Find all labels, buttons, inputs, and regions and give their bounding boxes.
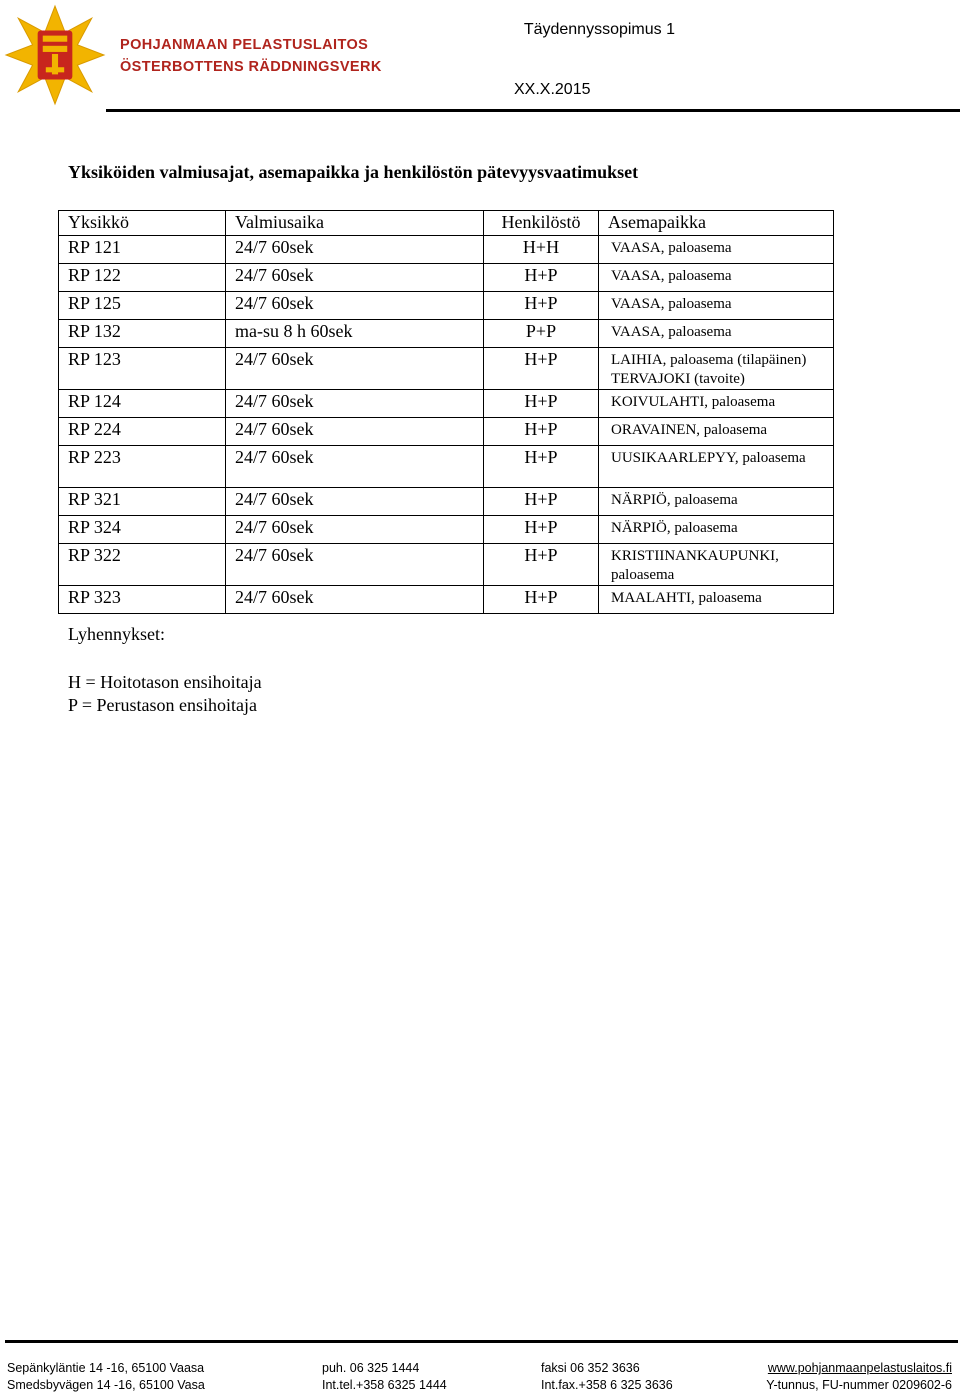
table-row (59, 586, 834, 614)
cell-station: NÄRPIÖ, paloasema (599, 516, 834, 544)
cell-readiness: ma-su 8 h 60sek (226, 320, 484, 348)
column-header-readiness: Valmiusaika (226, 211, 484, 236)
cell-readiness: 24/7 60sek (226, 418, 484, 446)
cell-readiness: 24/7 60sek (226, 390, 484, 418)
table-row (59, 446, 834, 488)
cell-staff: H+P (484, 264, 599, 292)
footer-fax-fi: faksi 06 352 3636 (541, 1361, 640, 1375)
footer-fax-sv: Int.fax.+358 6 325 3636 (541, 1378, 673, 1392)
table-row (59, 488, 834, 516)
org-name-sv: ÖSTERBOTTENS RÄDDNINGSVERK (120, 59, 382, 75)
table-row (59, 348, 834, 390)
cell-staff: H+P (484, 446, 599, 488)
cell-unit: RP 122 (59, 264, 226, 292)
cell-station: KRISTIINANKAUPUNKI, paloasema (599, 544, 834, 586)
document-title: Täydennyssopimus 1 (523, 21, 675, 38)
table-row (59, 292, 834, 320)
cell-station: VAASA, paloasema (599, 292, 834, 320)
org-name-fi: POHJANMAAN PELASTUSLAITOS (120, 37, 369, 53)
column-header-station: Asemapaikka (599, 211, 834, 236)
abbreviations-title: Lyhennykset: (68, 624, 165, 644)
footer-phone-fi: puh. 06 325 1444 (322, 1361, 420, 1375)
cell-readiness: 24/7 60sek (226, 516, 484, 544)
cell-unit: RP 323 (59, 586, 226, 614)
cell-station: KOIVULAHTI, paloasema (599, 390, 834, 418)
table-row (59, 516, 834, 544)
cell-staff: H+H (484, 236, 599, 264)
footer-divider (5, 1340, 958, 1343)
cell-readiness: 24/7 60sek (226, 544, 484, 586)
column-header-staff: Henkilöstö (484, 211, 599, 236)
table-row (59, 320, 834, 348)
document-date: XX.X.2015 (514, 81, 591, 98)
table-row (59, 544, 834, 586)
cell-station: UUSIKAARLEPYY, paloasema (599, 446, 834, 488)
cell-station: MAALAHTI, paloasema (599, 586, 834, 614)
cell-unit: RP 123 (59, 348, 226, 390)
table-row (59, 264, 834, 292)
cell-station: VAASA, paloasema (599, 236, 834, 264)
cell-readiness: 24/7 60sek (226, 348, 484, 390)
cell-unit: RP 121 (59, 236, 226, 264)
cell-staff: H+P (484, 390, 599, 418)
cell-staff: H+P (484, 516, 599, 544)
table-row (59, 418, 834, 446)
pelastuslaitos-logo (4, 4, 106, 106)
cell-unit: RP 223 (59, 446, 226, 488)
cell-station: NÄRPIÖ, paloasema (599, 488, 834, 516)
cell-staff: H+P (484, 292, 599, 320)
cell-readiness: 24/7 60sek (226, 488, 484, 516)
units-table (58, 210, 834, 614)
abbreviation-item: H = Hoitotason ensihoitaja (68, 672, 262, 692)
footer-website-link[interactable]: www.pohjanmaanpelastuslaitos.fi (767, 1361, 952, 1375)
cell-station: VAASA, paloasema (599, 320, 834, 348)
table-row (59, 390, 834, 418)
footer-address-sv: Smedsbyvägen 14 -16, 65100 Vasa (7, 1378, 205, 1392)
cell-readiness: 24/7 60sek (226, 586, 484, 614)
cell-readiness: 24/7 60sek (226, 236, 484, 264)
header-divider (106, 109, 960, 112)
cell-station: LAIHIA, paloasema (tilapäinen) TERVAJOKI (tavoite) (599, 348, 834, 390)
column-header-unit: Yksikkö (59, 211, 226, 236)
cell-staff: P+P (484, 320, 599, 348)
cell-staff: H+P (484, 544, 599, 586)
cell-staff: H+P (484, 418, 599, 446)
units-table-container (58, 210, 833, 614)
table-row (59, 236, 834, 264)
cell-unit: RP 124 (59, 390, 226, 418)
cell-readiness: 24/7 60sek (226, 264, 484, 292)
cell-unit: RP 322 (59, 544, 226, 586)
cell-station: ORAVAINEN, paloasema (599, 418, 834, 446)
cell-staff: H+P (484, 586, 599, 614)
footer-business-id: Y-tunnus, FU-nummer 0209602-6 (766, 1378, 952, 1392)
cell-unit: RP 324 (59, 516, 226, 544)
cell-staff: H+P (484, 488, 599, 516)
footer-phone-sv: Int.tel.+358 6325 1444 (322, 1378, 447, 1392)
footer-address-fi: Sepänkyläntie 14 -16, 65100 Vaasa (7, 1361, 205, 1375)
cell-readiness: 24/7 60sek (226, 292, 484, 320)
table-header-row (59, 211, 834, 236)
cell-unit: RP 224 (59, 418, 226, 446)
cell-station: VAASA, paloasema (599, 264, 834, 292)
cell-readiness: 24/7 60sek (226, 446, 484, 488)
cell-unit: RP 321 (59, 488, 226, 516)
cell-unit: RP 125 (59, 292, 226, 320)
section-title: Yksiköiden valmiusajat, asemapaikka ja henkilöstön pätevyysvaatimukset (68, 162, 639, 182)
cell-unit: RP 132 (59, 320, 226, 348)
abbreviation-item: P = Perustason ensihoitaja (68, 695, 257, 715)
cell-staff: H+P (484, 348, 599, 390)
